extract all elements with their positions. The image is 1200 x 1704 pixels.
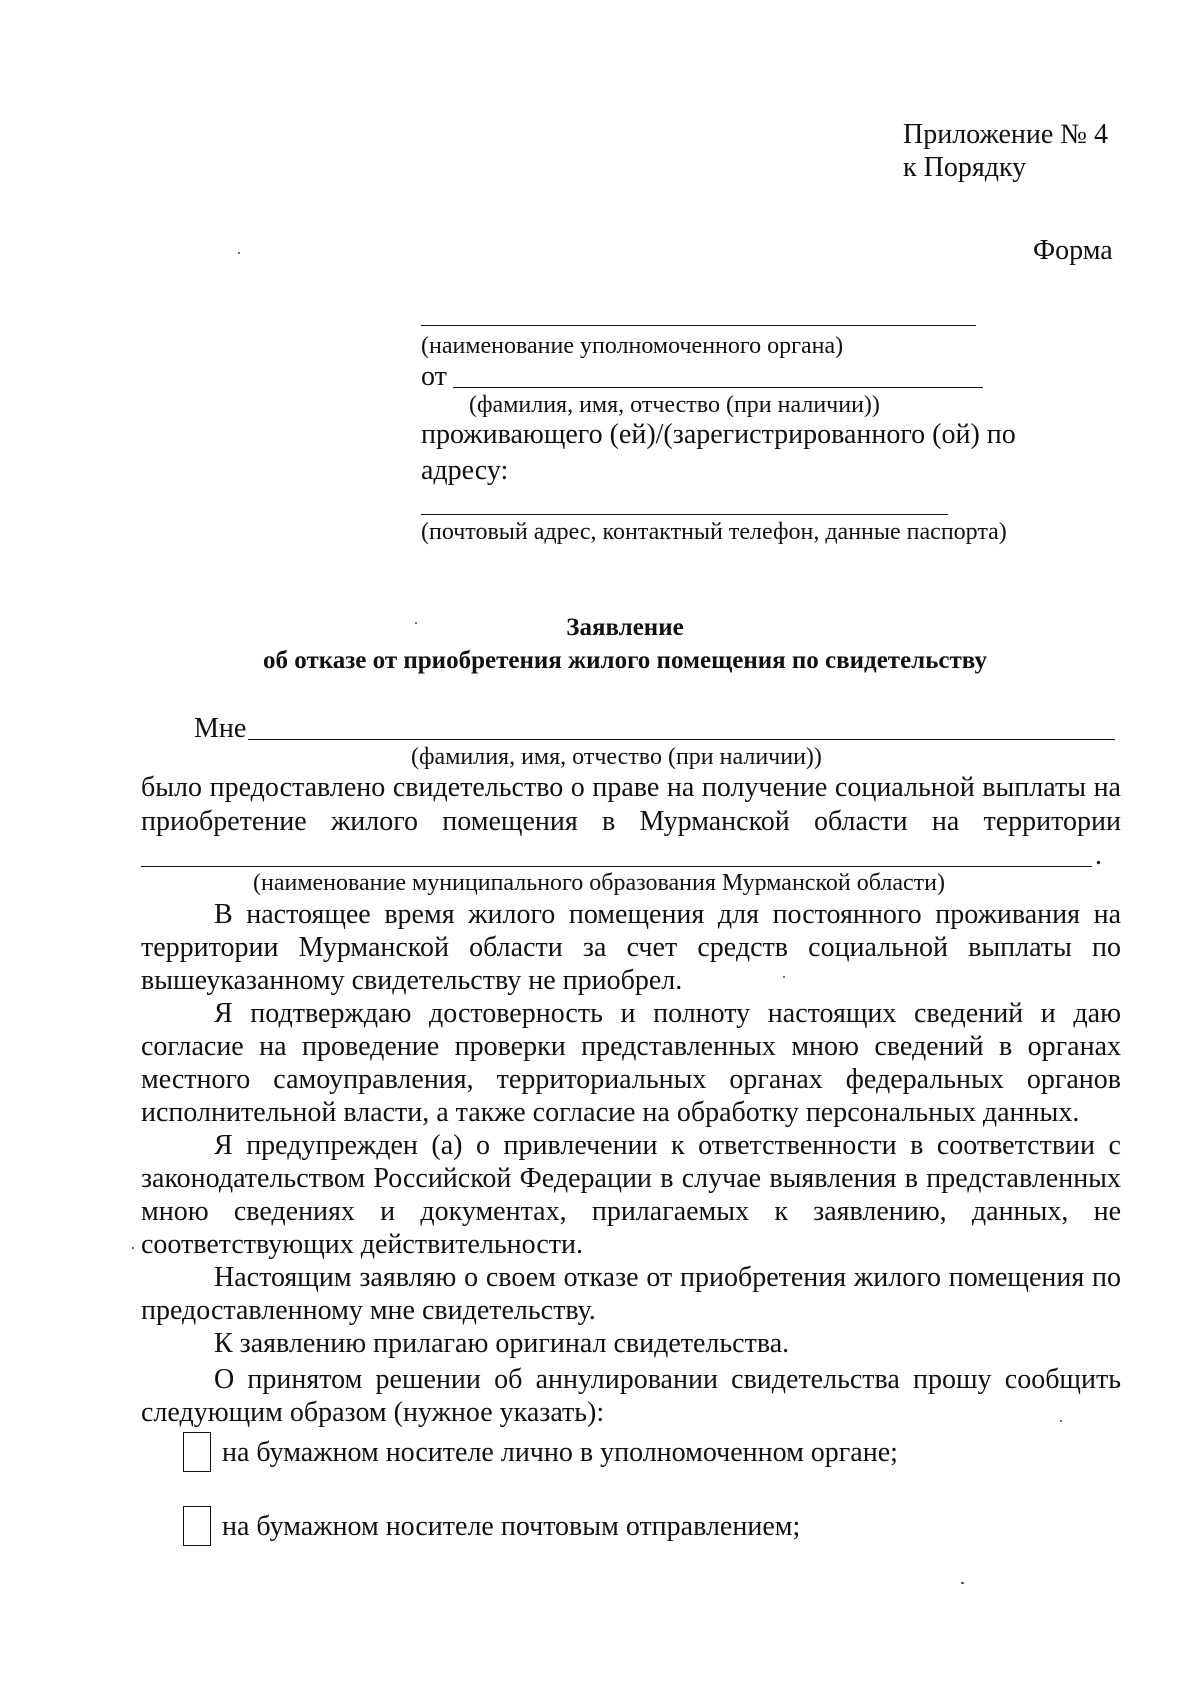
from-label: от: [421, 361, 447, 392]
scan-speck: [783, 976, 785, 978]
period-mark: .: [1095, 840, 1102, 871]
address-caption: (почтовый адрес, контактный телефон, данные паспорта): [421, 519, 1007, 545]
municipality-caption: (наименование муниципального образования Мурманской области): [253, 870, 945, 896]
option-personal-label: на бумажном носителе лично в уполномоченном органе;: [222, 1437, 898, 1468]
scan-speck: [238, 252, 240, 254]
paragraph-warning: Я предупрежден (а) о привлечении к ответственности в соответствии с законодательством Российской Федерации в случае выявления в представленных мною сведениях и документах, прилагаемых к заявлению, данных, не соответствующих действительности.: [141, 1130, 1121, 1260]
applicant-fio-caption: (фамилия, имя, отчество (при наличии)): [469, 392, 880, 418]
paragraph-refusal: Настоящим заявляю о своем отказе от приобретения жилого помещения по предоставленному мне свидетельству.: [141, 1262, 1121, 1326]
document-subtitle: об отказе от приобретения жилого помещения по свидетельству: [263, 647, 987, 674]
municipality-line[interactable]: [141, 866, 1092, 867]
authority-name-caption: (наименование уполномоченного органа): [421, 333, 844, 359]
scan-speck: [415, 622, 417, 624]
document-title: Заявление: [566, 614, 684, 641]
appendix-number: Приложение № 4: [903, 119, 1108, 150]
appendix-order-reference: к Порядку: [903, 152, 1027, 183]
address-line[interactable]: [421, 514, 948, 515]
option-mail-checkbox[interactable]: [183, 1506, 211, 1546]
scan-speck: [1060, 1420, 1062, 1422]
option-personal-checkbox[interactable]: [183, 1432, 211, 1472]
residing-line: проживающего (ей)/(зарегистрированного (ой) по: [421, 419, 1016, 450]
me-label: Мне: [194, 713, 247, 744]
paragraph-not-acquired: В настоящее время жилого помещения для постоянного проживания на территории Мурманской области за счет средств социальной выплаты по вышеуказанному свидетельству не приобрел.: [141, 899, 1121, 996]
certificate-line-1: было предоставлено свидетельство о праве на получение социальной выплаты на: [141, 772, 1121, 803]
authority-name-line[interactable]: [421, 325, 976, 326]
certificate-line-2: приобретение жилого помещения в Мурманской области на территории: [141, 806, 1121, 837]
paragraph-consent: Я подтверждаю достоверность и полноту настоящих сведений и даю согласие на проведение проверки представленных мною сведений в органах местного самоуправления, территориальных органах федеральных органов исполнительной власти, а также согласие на обработку персональных данных.: [141, 998, 1121, 1128]
scan-speck: [961, 1582, 964, 1584]
applicant-fio-line[interactable]: [453, 387, 983, 388]
form-label: Форма: [1033, 235, 1113, 266]
paragraph-attach: К заявлению прилагаю оригинал свидетельства.: [214, 1328, 790, 1359]
paragraph-notify: О принятом решении об аннулировании свидетельства прошу сообщить следующим образом (нужное указать):: [141, 1364, 1121, 1428]
address-label: адресу:: [421, 455, 509, 486]
recipient-fio-line[interactable]: [248, 739, 1115, 740]
option-mail-label: на бумажном носителе почтовым отправлением;: [222, 1511, 801, 1542]
scan-speck: [132, 1247, 134, 1249]
recipient-fio-caption: (фамилия, имя, отчество (при наличии)): [411, 744, 822, 770]
